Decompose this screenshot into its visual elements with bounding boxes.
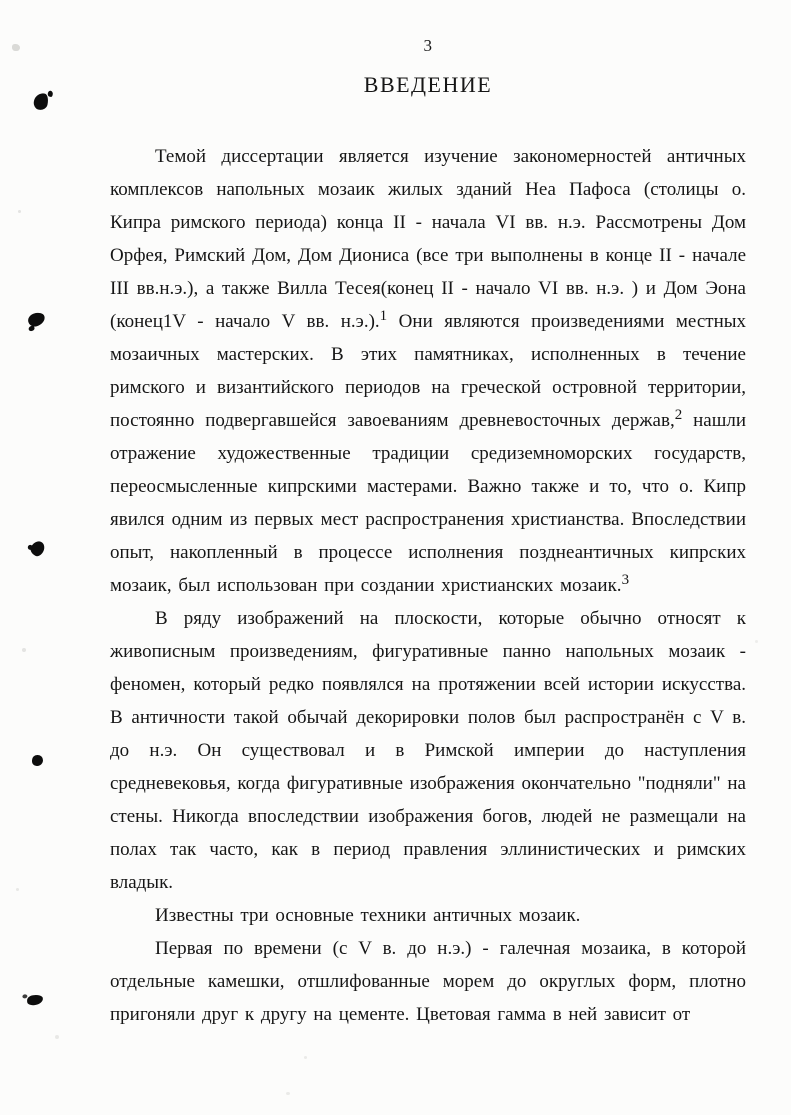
paragraph: Первая по времени (с V в. до н.э.) - галечная мозаика, в которой отдельные камешки, отшлифованные морем до округлых форм, плотно пригоняли друг к другу на цементе. Цветовая гамма в ней зависит от	[110, 938, 746, 1025]
scan-speck	[12, 44, 20, 51]
scan-speck	[304, 1056, 307, 1059]
ink-blot	[28, 539, 46, 558]
ink-blot	[32, 92, 49, 112]
scan-speck	[18, 210, 21, 213]
ink-blot	[32, 755, 43, 766]
scan-speck	[286, 1092, 290, 1095]
ink-blot	[26, 311, 46, 329]
paragraph: Темой диссертации является изучение закономерностей античных комплексов напольных мозаик жилых зданий Неа Пафоса (столицы о. Кипра римского периода) конца II - начала VI вв. н.э. Рассмотрены Дом Орфея, Римский Дом, Дом Диониса (все три выполнены в конце II - начале III вв.н.э.), а также Вилла Тесея(конец II - начало VI вв. н.э. ) и Дом Эона (конец1V - начало V вв. н.э.).$^1$ Они являются произведениями местных мозаичных мастерских. В этих памятниках, исполненных в течение римского и византийского периодов на греческой островной территории, постоянно подвергавшейся завоеваниям древневосточных держав,$^2$ нашли отражение художественные традиции средиземноморских государств, переосмысленные кипрскими мастерами. Важно также и то, что о. Кипр явился одним из первых мест распространения христианства. Впоследствии опыт, накопленный в процессе исполнения позднеантичных кипрских мозаик, был использован при создании христианских мозаик.$^3$	[110, 146, 746, 596]
scan-speck	[16, 888, 19, 891]
text-body	[110, 140, 746, 1031]
scan-speck	[22, 648, 26, 652]
paragraph: В ряду изображений на плоскости, которые обычно относят к живописным произведениям, фигуративные панно напольных мозаик - феномен, который редко появлялся на протяжении всей истории искусства. В античности такой обычай декорировки полов был распространён с V в. до н.э. Он существовал и в Римской империи до наступления средневековья, когда фигуративные изображения окончательно "подняли" на стены. Никогда впоследствии изображения богов, людей не размещали на полах так часто, как в период правления эллинистических и римских владык.	[110, 608, 746, 893]
footnote-marker: 1	[379, 308, 388, 324]
page-title: ВВЕДЕНИЕ	[363, 72, 493, 97]
scan-speck	[55, 1035, 59, 1039]
page-number: 3	[423, 36, 433, 55]
paragraph: Известны три основные техники античных мозаик.	[155, 905, 581, 926]
text-column	[110, 36, 746, 1031]
ink-blot	[26, 994, 43, 1006]
scan-speck	[755, 640, 758, 643]
footnote-marker: 2	[674, 407, 683, 423]
footnote-marker: 3	[621, 572, 630, 588]
